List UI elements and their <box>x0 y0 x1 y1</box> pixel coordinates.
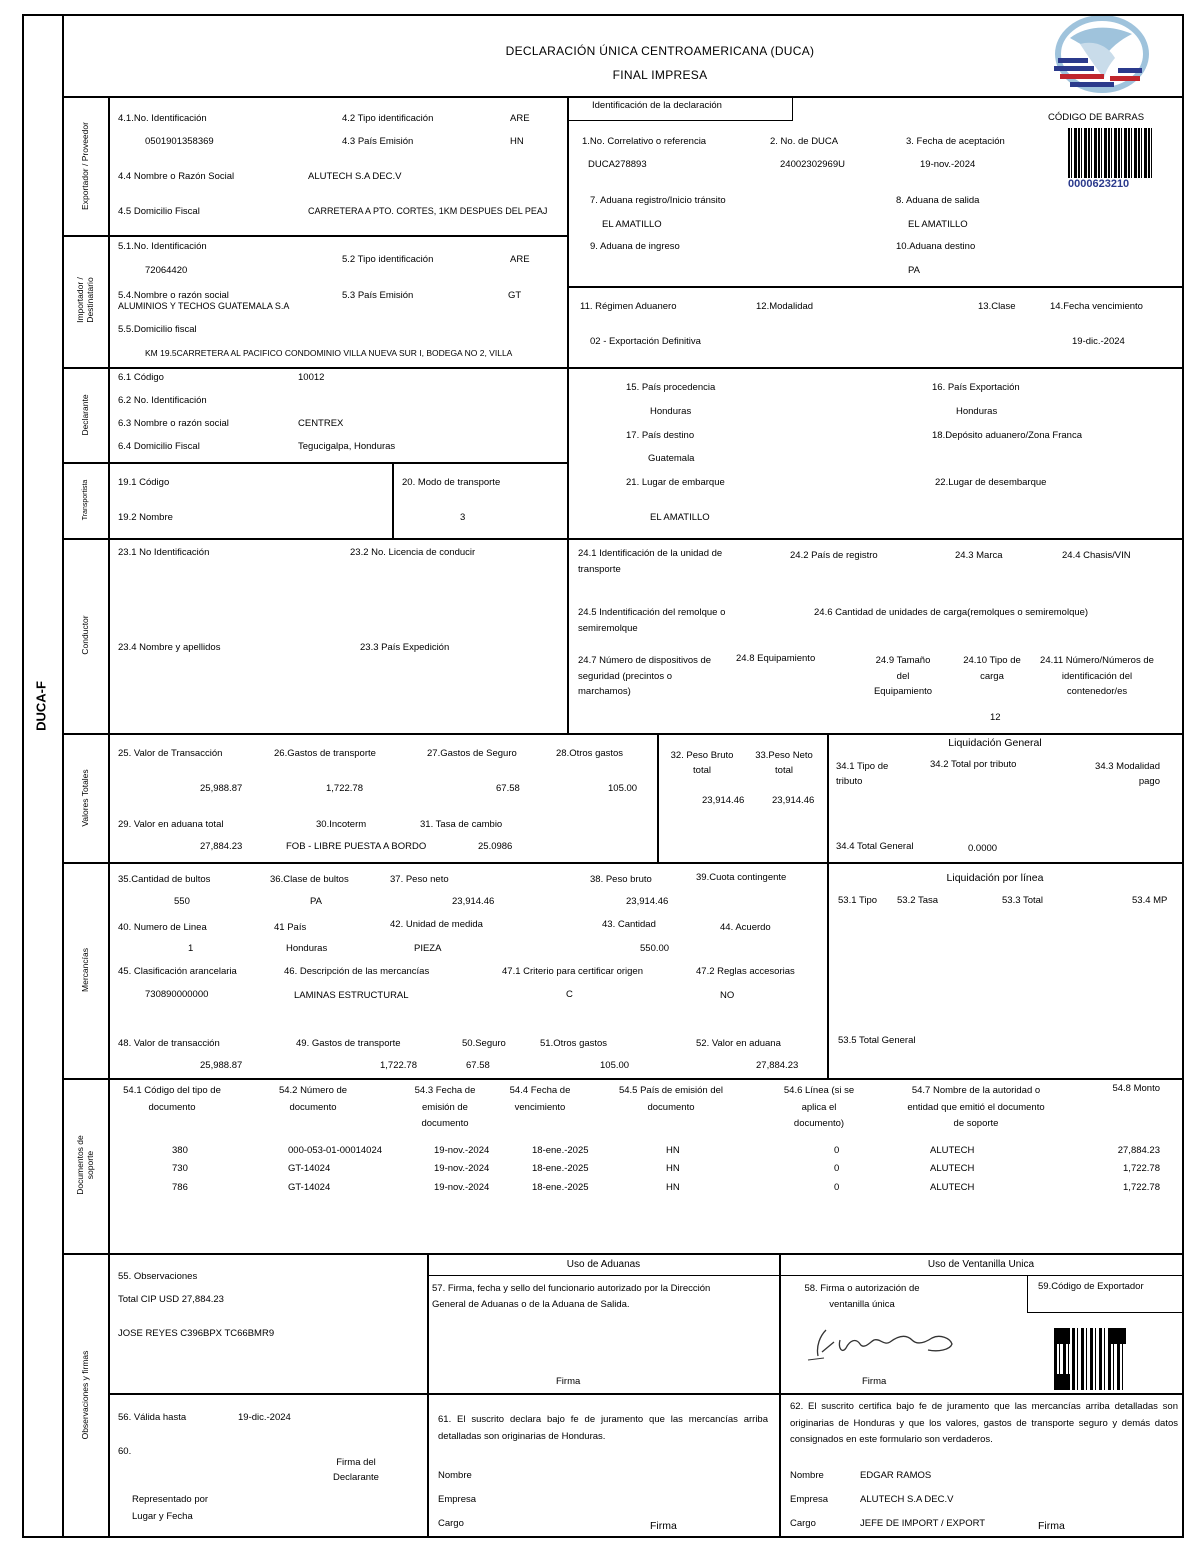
label-24-6: 24.6 Cantidad de unidades de carga(remolques o semiremolque) <box>814 607 1089 618</box>
doc-cell: 19-nov.-2024 <box>434 1182 490 1193</box>
value-4-5: CARRETERA A PTO. CORTES, 1KM DESPUES DEL PEAJ <box>308 206 548 216</box>
label-23-2: 23.2 No. Licencia de conducir <box>350 547 476 558</box>
label-40: 40. Numero de Linea <box>118 922 207 933</box>
doc-header: 54.8 Monto <box>1112 1083 1160 1094</box>
nombre-label-62: Nombre <box>790 1470 824 1481</box>
label-22: 22.Lugar de desembarque <box>935 477 1047 488</box>
doc-header: 54.4 Fecha de vencimiento <box>509 1085 571 1113</box>
doc-cell: GT-14024 <box>288 1163 331 1174</box>
label-45: 45. Clasificación arancelaria <box>118 966 237 977</box>
label-4-5: 4.5 Domicilio Fiscal <box>118 206 200 217</box>
label-18: 18.Depósito aduanero/Zona Franca <box>932 430 1082 441</box>
label-23-1: 23.1 No Identificación <box>118 547 210 558</box>
label-9: 9. Aduana de ingreso <box>590 241 680 252</box>
value-28: 105.00 <box>608 783 638 794</box>
label-17: 17. País destino <box>626 430 695 441</box>
label-2: 2. No. de DUCA <box>770 136 839 147</box>
value-16: Honduras <box>956 406 998 417</box>
doc-cell: 19-nov.-2024 <box>434 1163 490 1174</box>
value-37: 23,914.46 <box>452 896 495 907</box>
label-24-10: 24.10 Tipo de carga <box>963 655 1021 682</box>
label-6-1: 6.1 Código <box>118 372 164 383</box>
label-53-2: 53.2 Tasa <box>897 895 939 906</box>
label-48: 48. Valor de transacción <box>118 1038 220 1049</box>
label-35: 35.Cantidad de bultos <box>118 874 211 885</box>
label-23-3: 23.3 País Expedición <box>360 642 450 653</box>
doc-cell: GT-14024 <box>288 1182 331 1193</box>
cargo-value-62: JEFE DE IMPORT / EXPORT <box>860 1518 986 1529</box>
label-50: 50.Seguro <box>462 1038 506 1049</box>
value-49: 1,722.78 <box>380 1060 417 1071</box>
label-4-4: 4.4 Nombre o Razón Social <box>118 171 235 182</box>
label-14: 14.Fecha vencimiento <box>1050 301 1143 312</box>
label-19-1: 19.1 Código <box>118 477 170 488</box>
doc-cell: HN <box>666 1163 680 1174</box>
value-3: 19-nov.-2024 <box>920 159 976 170</box>
label-29: 29. Valor en aduana total <box>118 819 224 830</box>
label-49: 49. Gastos de transporte <box>296 1038 401 1049</box>
form-code-label: DUCA-F <box>33 681 49 731</box>
cargo-label-62: Cargo <box>790 1518 816 1529</box>
label-47-1: 47.1 Criterio para certificar origen <box>502 966 643 977</box>
observacion-line-1: Total CIP USD 27,884.23 <box>118 1294 224 1305</box>
value-34-4: 0.0000 <box>968 843 998 854</box>
identificacion-title: Identificación de la declaración <box>592 100 722 111</box>
ventanilla-title: Uso de Ventanilla Unica <box>927 1259 1035 1270</box>
section-label-exportador: Exportador / Proveedor <box>80 122 91 210</box>
section-label-documentos: Documentos de soporte <box>75 1135 95 1195</box>
label-41: 41 País <box>274 922 307 933</box>
value-6-1: 10012 <box>298 372 325 383</box>
label-5-4: 5.4.Nombre o razón social <box>118 290 229 301</box>
label-6-3: 6.3 Nombre o razón social <box>118 418 229 429</box>
doc-cell: 18-ene.-2025 <box>532 1145 589 1156</box>
doc-cell: 27,884.23 <box>1117 1145 1160 1156</box>
value-6-3: CENTREX <box>298 418 344 429</box>
value-15: Honduras <box>650 406 692 417</box>
doc-cell: 380 <box>172 1145 188 1156</box>
label-24-7: 24.7 Número de dispositivos de seguridad (precintos o marchamos) <box>578 655 712 698</box>
label-34-3: 34.3 Modalidad pago <box>1095 761 1160 788</box>
label-19-2: 19.2 Nombre <box>118 512 173 523</box>
declaracion-62: 62. El suscrito certifica bajo fe de juramento que las mercancías arriba detalladas son originarias de Honduras y que los valores, gastos de transporte seguro y demás datos consignados en este formulario son verdaderos. <box>790 1401 1178 1446</box>
section-label-observaciones: Observaciones y firmas <box>80 1350 91 1440</box>
doc-cell: HN <box>666 1145 680 1156</box>
observacion-line-2: JOSE REYES C396BPX TC66BMR9 <box>118 1328 275 1339</box>
label-5-3: 5.3 País Emisión <box>342 290 414 301</box>
value-35: 550 <box>174 896 190 907</box>
value-7: EL AMATILLO <box>602 219 662 230</box>
declaracion-61: 61. El suscrito declara bajo fe de juramento que las mercancías arriba detalladas son originarias de Honduras. <box>438 1414 768 1442</box>
value-38: 23,914.46 <box>626 896 669 907</box>
label-24-11: 24.11 Número/Números de identificación del contenedor/es <box>1040 655 1154 698</box>
doc-header: 54.3 Fecha de emisión de documento <box>414 1085 476 1130</box>
doc-cell: ALUTECH <box>930 1182 975 1193</box>
value-5-2: ARE <box>510 254 530 265</box>
label-53-5: 53.5 Total General <box>838 1035 916 1046</box>
lugar-fecha-label: Lugar y Fecha <box>132 1511 193 1522</box>
label-24-9: 24.9 Tamaño del Equipamiento <box>873 655 933 698</box>
page-title: DECLARACIÓN ÚNICA CENTROAMERICANA (DUCA) <box>505 44 815 58</box>
doc-cell: 1,722.78 <box>1123 1182 1160 1193</box>
label-24-3: 24.3 Marca <box>955 550 1003 561</box>
section-label-valores: Valores Totales <box>80 769 91 827</box>
value-2: 24002302969U <box>780 159 845 170</box>
label-5-1: 5.1.No. Identificación <box>118 241 207 252</box>
label-58: 58. Firma o autorización de ventanilla única <box>804 1283 920 1310</box>
doc-cell: 000-053-01-00014024 <box>288 1145 383 1156</box>
doc-cell: 0 <box>834 1182 840 1193</box>
doc-cell: 1,722.78 <box>1123 1163 1160 1174</box>
label-56: 56. Válida hasta <box>118 1412 187 1423</box>
doc-cell: ALUTECH <box>930 1145 975 1156</box>
value-31: 25.0986 <box>478 841 513 852</box>
value-56: 19-dic.-2024 <box>238 1412 291 1423</box>
label-24-1: 24.1 Identificación de la unidad de transporte <box>578 548 723 575</box>
value-41: Honduras <box>286 943 328 954</box>
label-51: 51.Otros gastos <box>540 1038 608 1049</box>
label-21: 21. Lugar de embarque <box>626 477 725 488</box>
representado-label: Representado por <box>132 1494 209 1505</box>
liquidacion-linea-title: Liquidación por línea <box>946 872 1044 884</box>
label-37: 37. Peso neto <box>390 874 449 885</box>
label-60: 60. <box>118 1446 132 1457</box>
label-3: 3. Fecha de aceptación <box>906 136 1005 147</box>
empresa-value-62: ALUTECH S.A DEC.V <box>860 1494 954 1505</box>
value-5-1: 72064420 <box>145 265 188 276</box>
value-24-10: 12 <box>990 712 1001 723</box>
label-4-3: 4.3 País Emisión <box>342 136 414 147</box>
label-42: 42. Unidad de medida <box>390 919 483 930</box>
label-53-1: 53.1 Tipo <box>838 895 878 906</box>
label-10: 10.Aduana destino <box>896 241 976 252</box>
label-25: 25. Valor de Transacción <box>118 748 223 759</box>
label-57: 57. Firma, fecha y sello del funcionario autorizado por la Dirección General de Aduanas o de la Aduana de Salida. <box>432 1283 711 1310</box>
label-13: 13.Clase <box>978 301 1016 312</box>
value-11: 02 - Exportación Definitiva <box>590 336 701 347</box>
empresa-label-62: Empresa <box>790 1494 829 1505</box>
value-4-4: ALUTECH S.A DEC.V <box>308 171 402 182</box>
page-subtitle: FINAL IMPRESA <box>612 68 708 82</box>
label-43: 43. Cantidad <box>602 919 656 930</box>
value-33: 23,914.46 <box>772 795 815 806</box>
label-24-8: 24.8 Equipamiento <box>736 653 816 664</box>
value-4-1: 0501901358369 <box>145 136 214 147</box>
firma-aduanas: Firma <box>556 1376 581 1387</box>
value-36: PA <box>310 896 322 907</box>
label-24-2: 24.2 País de registro <box>790 550 878 561</box>
uso-aduanas-title: Uso de Aduanas <box>566 1259 641 1270</box>
nombre-value-62: EDGAR RAMOS <box>860 1470 932 1481</box>
value-20: 3 <box>460 512 466 523</box>
value-10: PA <box>908 265 920 276</box>
value-40: 1 <box>188 943 194 954</box>
section-label-declarante: Declarante <box>80 394 91 436</box>
doc-cell: 18-ene.-2025 <box>532 1182 589 1193</box>
firma-ventanilla: Firma <box>862 1376 887 1387</box>
value-14: 19-dic.-2024 <box>1072 336 1125 347</box>
label-6-2: 6.2 No. Identificación <box>118 395 207 406</box>
section-label-importador: Importador / Destinatario <box>75 277 95 323</box>
value-17: Guatemala <box>648 453 695 464</box>
doc-cell: 18-ene.-2025 <box>532 1163 589 1174</box>
label-1: 1.No. Correlativo o referencia <box>582 136 707 147</box>
value-4-2: ARE <box>510 113 530 124</box>
label-39: 39.Cuota contingente <box>696 872 787 883</box>
value-5-4: ALUMINIOS Y TECHOS GUATEMALA S.A <box>118 301 290 311</box>
barcode <box>1068 128 1152 178</box>
section-label-mercancias: Mercancías <box>80 948 91 992</box>
label-4-2: 4.2 Tipo identificación <box>342 113 434 124</box>
label-15: 15. País procedencia <box>626 382 716 393</box>
barcode-label: CÓDIGO DE BARRAS <box>1048 112 1145 123</box>
value-5-5: KM 19.5CARRETERA AL PACIFICO CONDOMINIO VILLA NUEVA SUR I, BODEGA NO 2, VILLA <box>145 348 513 358</box>
label-6-4: 6.4 Domicilio Fiscal <box>118 441 200 452</box>
label-30: 30.Incoterm <box>316 819 367 830</box>
value-42: PIEZA <box>414 943 442 954</box>
doc-cell: 786 <box>172 1182 188 1193</box>
value-21: EL AMATILLO <box>650 512 710 523</box>
value-32: 23,914.46 <box>702 795 745 806</box>
label-31: 31. Tasa de cambio <box>420 819 503 830</box>
doc-cell: 0 <box>834 1163 840 1174</box>
value-27: 67.58 <box>496 783 520 794</box>
firma-declarante-label: Firma del Declarante <box>333 1457 379 1484</box>
label-12: 12.Modalidad <box>756 301 814 312</box>
value-46: LAMINAS ESTRUCTURAL <box>294 990 409 1001</box>
label-53-3: 53.3 Total <box>1002 895 1044 906</box>
label-38: 38. Peso bruto <box>590 874 652 885</box>
label-4-1: 4.1.No. Identificación <box>118 113 207 124</box>
label-5-5: 5.5.Domicilio fiscal <box>118 324 197 335</box>
label-26: 26.Gastos de transporte <box>274 748 376 759</box>
label-20: 20. Modo de transporte <box>402 477 501 488</box>
firma-61: Firma <box>650 1520 677 1532</box>
sieca-logo <box>1040 16 1160 94</box>
value-51: 105.00 <box>600 1060 630 1071</box>
doc-header: 54.2 Número de documento <box>278 1085 348 1113</box>
value-25: 25,988.87 <box>200 783 243 794</box>
label-34-1: 34.1 Tipo de tributo <box>836 761 889 788</box>
label-32: 32. Peso Bruto total <box>670 750 734 777</box>
label-24-5: 24.5 Indentificación del remolque o semiremolque <box>578 607 726 634</box>
doc-header: 54.5 País de emisión del documento <box>618 1085 724 1113</box>
doc-cell: HN <box>666 1182 680 1193</box>
doc-cell: 730 <box>172 1163 188 1174</box>
value-45: 730890000000 <box>145 989 209 1000</box>
label-36: 36.Clase de bultos <box>270 874 349 885</box>
doc-header: 54.1 Código del tipo de documento <box>123 1085 221 1113</box>
value-5-3: GT <box>508 290 522 301</box>
label-16: 16. País Exportación <box>932 382 1020 393</box>
nombre-label-61: Nombre <box>438 1470 472 1481</box>
value-47-1: C <box>566 989 573 1000</box>
value-52: 27,884.23 <box>756 1060 799 1071</box>
value-47-2: NO <box>720 990 735 1001</box>
signature-image <box>800 1312 968 1372</box>
label-5-2: 5.2 Tipo identificación <box>342 254 434 265</box>
label-8: 8. Aduana de salida <box>896 195 980 206</box>
value-29: 27,884.23 <box>200 841 243 852</box>
value-6-4: Tegucigalpa, Honduras <box>298 441 396 452</box>
label-24-4: 24.4 Chasis/VIN <box>1062 550 1131 561</box>
label-34-2: 34.2 Total por tributo <box>930 759 1017 770</box>
value-1: DUCA278893 <box>588 159 647 170</box>
doc-header: 54.6 Línea (si se aplica el documento) <box>783 1085 855 1130</box>
qr-code <box>1054 1328 1126 1390</box>
value-48: 25,988.87 <box>200 1060 243 1071</box>
label-52: 52. Valor en aduana <box>696 1038 781 1049</box>
section-label-conductor: Conductor <box>80 615 91 655</box>
label-34-4: 34.4 Total General <box>836 841 914 852</box>
doc-cell: ALUTECH <box>930 1163 975 1174</box>
label-47-2: 47.2 Reglas accesorias <box>696 966 795 977</box>
firma-62: Firma <box>1038 1520 1065 1532</box>
liquidacion-general-title: Liquidación General <box>948 737 1042 749</box>
doc-cell: 19-nov.-2024 <box>434 1145 490 1156</box>
label-46: 46. Descripción de las mercancías <box>284 966 430 977</box>
doc-header: 54.7 Nombre de la autoridad o entidad que emitió el documento de soporte <box>907 1085 1045 1130</box>
value-43: 550.00 <box>640 943 670 954</box>
label-53-4: 53.4 MP <box>1132 895 1168 906</box>
label-33: 33.Peso Neto total <box>755 750 813 777</box>
value-8: EL AMATILLO <box>908 219 968 230</box>
value-4-3: HN <box>510 136 524 147</box>
label-11: 11. Régimen Aduanero <box>580 301 677 312</box>
label-23-4: 23.4 Nombre y apellidos <box>118 642 221 653</box>
barcode-number: 0000623210 <box>1068 178 1130 190</box>
label-44: 44. Acuerdo <box>720 922 771 933</box>
label-7: 7. Aduana registro/Inicio tránsito <box>590 195 726 206</box>
section-label-transportista: Transportista <box>81 479 89 521</box>
value-30: FOB - LIBRE PUESTA A BORDO <box>286 841 427 852</box>
cargo-label-61: Cargo <box>438 1518 464 1529</box>
label-59: 59.Código de Exportador <box>1038 1281 1144 1292</box>
label-27: 27.Gastos de Seguro <box>427 748 517 759</box>
doc-cell: 0 <box>834 1145 840 1156</box>
value-50: 67.58 <box>466 1060 490 1071</box>
value-26: 1,722.78 <box>326 783 363 794</box>
label-28: 28.Otros gastos <box>556 748 624 759</box>
label-55: 55. Observaciones <box>118 1271 198 1282</box>
empresa-label-61: Empresa <box>438 1494 477 1505</box>
